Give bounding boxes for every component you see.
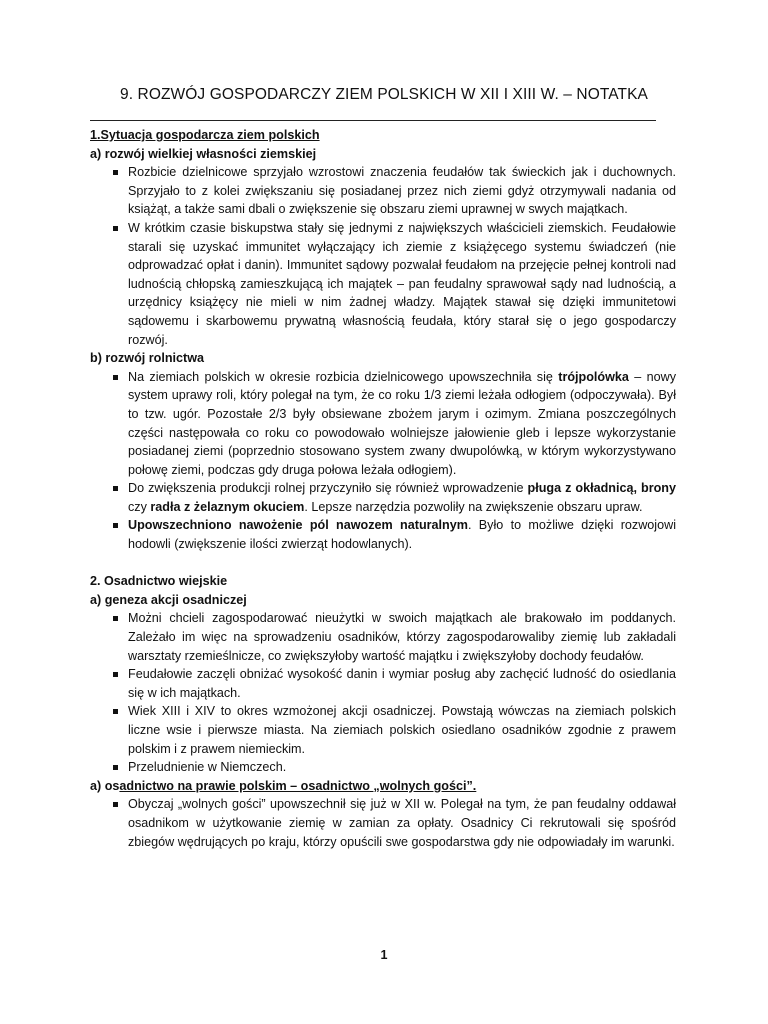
list-item <box>90 163 676 219</box>
text-run: Wiek XIII i XIV to okres wzmożonej akcji osadniczej. Powstają wówczas na ziemiach polskich liczne wsie i pierwsze miasta. Na ziemiach polskich osiedlano osadników zgodnie z prawem polskim i z prawem niemieckim. <box>128 704 676 756</box>
section-2b-heading-underlined: adnictwo na prawie polskim – osadnictwo „wolnych gości”. <box>119 778 477 793</box>
list-item <box>90 609 676 665</box>
text-run: Rozbicie dzielnicowe sprzyjało wzrostowi znaczenia feudałów tak świeckich jak i duchownych. Sprzyjało to z kolei zwiększaniu się posiadanej przez nich ziemi gdyż otrzymywali nadania od książąt, a także sami dbali o zwiększenie się obszaru ziemi uprawnej w swych majątkach. <box>128 165 676 217</box>
blank-line <box>90 554 676 573</box>
text-run: Feudałowie zaczęli obniżać wysokość danin i wymiar posług aby zachęcić ludność do osiedlania się w ich majątkach. <box>128 667 676 700</box>
text-run: – nowy system uprawy roli, który polegał na tym, że co roku 1/3 ziemi leżała odłogiem (odpoczywała). Był to tzw. ugór. Pozostałe 2/3 były obsiewane zbożem jarym i ozimym. Zmiana poszczególnych części następowała co roku co powodowało wolniejsze jałowienie gleb i lepsze wykorzystanie posiadanej ziemi (poprzednio stosowano system zwany dwupolówką, w którym wykorzystywano połowę ziemi, podczas gdy druga połowa leżała odłogiem). <box>128 369 677 477</box>
section-2b-heading <box>90 777 676 796</box>
section-1b-list <box>90 368 676 554</box>
list-item <box>90 219 676 349</box>
page-number: 1 <box>380 948 388 962</box>
section-1a-heading: a) rozwój wielkiej własności ziemskiej <box>90 146 317 161</box>
section-2-heading: 2. Osadnictwo wiejskie <box>90 574 228 589</box>
section-2b-heading-prefix: a) os <box>90 778 120 793</box>
text-run: Na ziemiach polskich w okresie rozbicia dzielnicowego upowszechniła się <box>128 369 559 384</box>
text-run: czy <box>128 499 151 514</box>
text-run: Możni chcieli zagospodarować nieużytki w swoich majątkach ale brakowało im poddanych. Zależało im więc na sprowadzeniu osadników, którzy zagospodarowaliby ziemię lub zakładali warsztaty rzemieślnicze, co zwiększyłoby wartość majątku i zwiększyłoby dochody feudałów. <box>128 611 676 663</box>
bold-text-run: Upowszechniono nawożenie pól nawozem naturalnym <box>128 518 468 533</box>
bold-text-run: radła z żelaznym okuciem <box>150 499 305 514</box>
list-item <box>90 758 676 777</box>
section-1-heading: 1.Sytuacja gospodarcza ziem polskich <box>90 128 320 142</box>
text-run: Obyczaj „wolnych gości” upowszechnił się już w XII w. Polegał na tym, że pan feudalny oddawał osadnikom w użytkowanie ziemię w zamian za opłaty. Osadnicy Ci rekrutowali się spośród zbiegów wędrujących po kraju, którzy opuścili swe gospodarstwa gdy nie odpowiadały im warunki. <box>128 797 676 849</box>
list-item <box>90 702 676 758</box>
list-item <box>90 516 676 553</box>
list-item <box>90 665 676 702</box>
page-title: 9. ROZWÓJ GOSPODARCZY ZIEM POLSKICH W XII I XIII W. – NOTATKA <box>120 86 648 103</box>
text-run: W krótkim czasie biskupstwa stały się jednymi z największych właścicieli ziemskich. Feudałowie starali się uzyskać immunitet wyłączający ich ziemie z książęcego systemu świadczeń (nie odprowadzać opłat i danin). Immunitet sądowy pozwalał feudałom na przejęcie pełnej kontroli nad ludnością chłopską zamieszkującą ich majątek – pan feudalny sprawował sądy nad ludnością, a urzędnicy książęcy nie mieli w nim żadnej władzy. Majątek stawał się dzięki immunitetowi sądowemu i skarbowemu prywatną własnością feudała, który starał się o jego gospodarczy rozwój. <box>128 220 676 347</box>
text-run: . Było to możliwe dzięki rozwojowi hodowli (zwiększenie ilości zwierząt hodowlanych). <box>128 518 677 552</box>
text-run: Do zwiększenia produkcji rolnej przyczyniło się również wprowadzenie <box>128 481 528 496</box>
section-2a-heading: a) geneza akcji osadniczej <box>90 592 247 607</box>
section-1b-heading: b) rozwój rolnictwa <box>90 351 205 366</box>
list-item <box>90 368 676 480</box>
document-body <box>90 126 676 851</box>
list-item <box>90 479 676 516</box>
title-underline-rule <box>90 120 656 121</box>
section-1a-list <box>90 163 676 349</box>
text-run: Przeludnienie w Niemczech. <box>128 760 287 775</box>
text-run: . Lepsze narzędzia pozwoliły na zwiększenie obszaru upraw. <box>304 499 643 514</box>
bold-text-run: pługa z okładnicą, brony <box>527 481 676 496</box>
bold-text-run: trójpolówka <box>558 369 629 384</box>
section-2a-list <box>90 609 676 776</box>
section-2b-list <box>90 795 676 851</box>
list-item <box>90 795 676 851</box>
